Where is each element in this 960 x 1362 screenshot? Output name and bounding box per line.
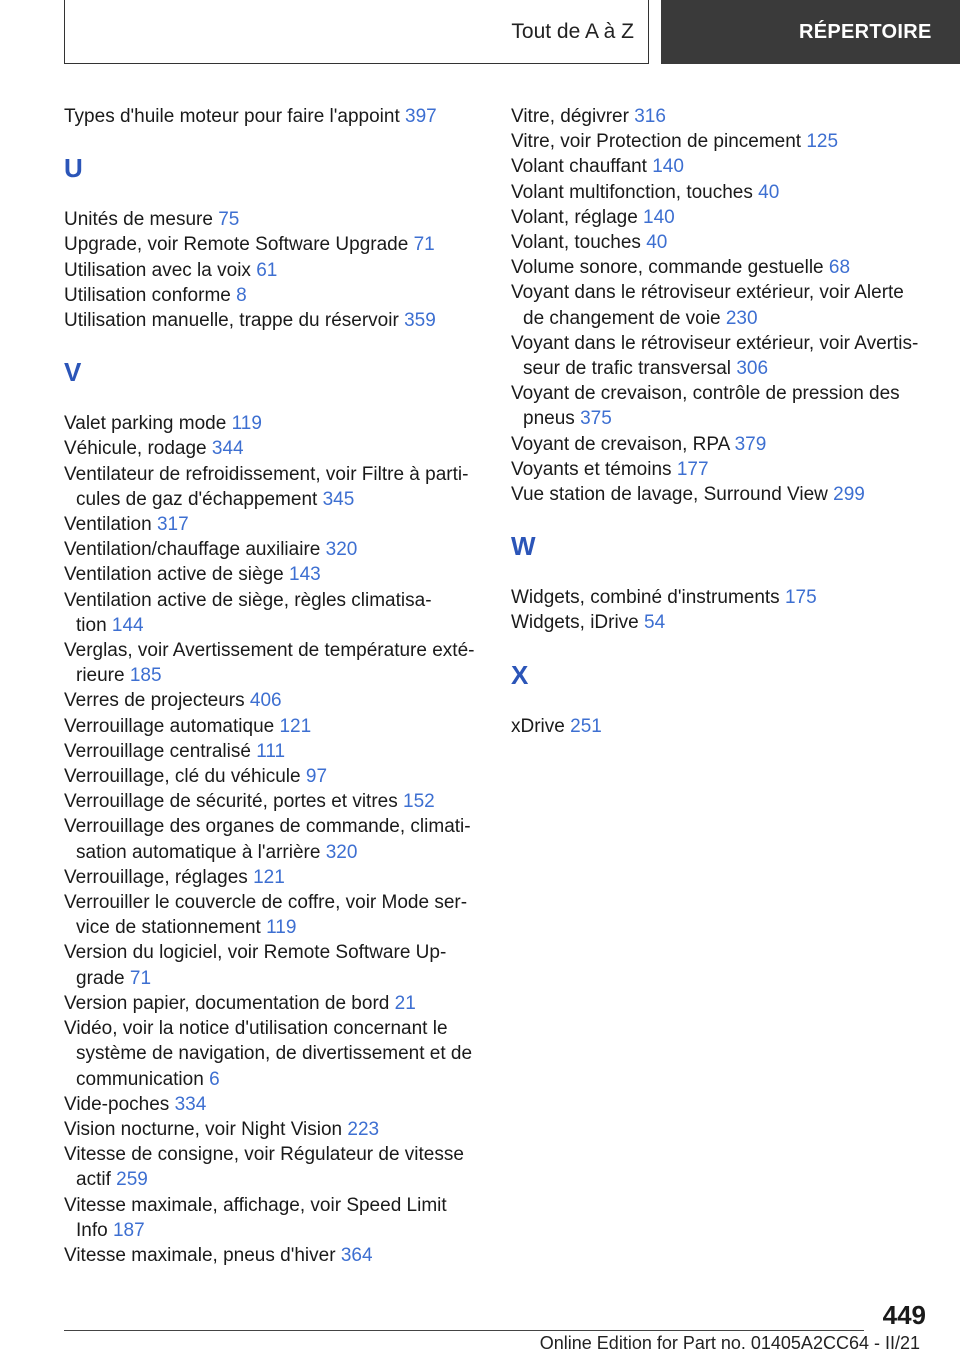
index-entry bbox=[511, 585, 931, 610]
index-entry-text: seur de trafic transversal bbox=[523, 358, 732, 380]
index-entry-text: Types d'huile moteur pour faire l'appoint bbox=[64, 106, 400, 127]
letter-heading-text: V bbox=[64, 357, 82, 388]
index-entry bbox=[64, 283, 484, 308]
index-entry-text: Vitesse de consigne, voir Régulateur de vitesse bbox=[64, 1144, 464, 1166]
page-reference-link[interactable]: 97 bbox=[305, 766, 328, 788]
index-entry-text: Verrouillage, clé du véhicule bbox=[64, 766, 301, 788]
index-entry-text: Vitre, dégivrer bbox=[511, 106, 629, 127]
section-title: RÉPERTOIRE bbox=[799, 20, 932, 43]
page-reference-link[interactable]: 320 bbox=[325, 539, 358, 561]
index-entry-text: Valet parking mode bbox=[64, 413, 227, 435]
index-entry bbox=[64, 638, 484, 688]
page-reference-link[interactable]: 177 bbox=[676, 458, 709, 480]
index-letter-heading bbox=[511, 636, 931, 714]
index-entry bbox=[511, 482, 931, 507]
page-reference-link[interactable]: 345 bbox=[322, 488, 355, 510]
index-entry-text: Véhicule, rodage bbox=[64, 438, 207, 460]
index-entry bbox=[511, 457, 931, 482]
index-entry bbox=[511, 714, 931, 739]
page-reference-link[interactable]: 21 bbox=[394, 992, 416, 1014]
page-reference-link[interactable]: 230 bbox=[725, 307, 758, 329]
page-reference-link[interactable]: 185 bbox=[129, 665, 162, 687]
index-entry-text: Voyant de crevaison, contrôle de pression des bbox=[511, 383, 900, 405]
page-reference-link[interactable]: 397 bbox=[405, 106, 437, 127]
index-entry bbox=[64, 462, 484, 512]
page-reference-link[interactable]: 364 bbox=[340, 1244, 373, 1266]
index-entry bbox=[64, 258, 484, 283]
index-entry bbox=[64, 991, 484, 1016]
index-entry-text: Version papier, documentation de bord bbox=[64, 992, 390, 1014]
index-entry bbox=[64, 588, 484, 638]
index-entry bbox=[511, 230, 931, 255]
page-reference-link[interactable]: 68 bbox=[828, 257, 851, 279]
page-reference-link[interactable]: 152 bbox=[403, 791, 435, 813]
index-entry bbox=[64, 1243, 484, 1268]
index-entry-text: Verglas, voir Avertissement de température exté- bbox=[64, 640, 475, 662]
index-entry bbox=[64, 714, 484, 739]
index-letter-heading bbox=[64, 129, 484, 207]
index-entry-text: Widgets, combiné d'instruments bbox=[511, 587, 780, 609]
page-reference-link[interactable]: 187 bbox=[112, 1219, 145, 1241]
page-reference-link[interactable]: 406 bbox=[249, 690, 282, 712]
index-letter-heading bbox=[64, 333, 484, 411]
page-reference-link[interactable]: 320 bbox=[325, 841, 358, 863]
index-entry-text: communication bbox=[76, 1068, 204, 1090]
index-entry-text: Unités de mesure bbox=[64, 209, 213, 231]
index-entry bbox=[64, 1016, 484, 1092]
page-reference-link[interactable]: 334 bbox=[174, 1093, 207, 1115]
footer-divider bbox=[64, 1330, 864, 1331]
page-reference-link[interactable]: 375 bbox=[580, 408, 612, 430]
index-entry bbox=[64, 308, 484, 333]
index-entry-text: Vide-poches bbox=[64, 1093, 170, 1115]
page-reference-link[interactable]: 259 bbox=[116, 1169, 148, 1191]
index-entry bbox=[511, 180, 931, 205]
index-entry-text: Verrouiller le couvercle de coffre, voir Mode ser- bbox=[64, 892, 468, 914]
index-entry-text: Widgets, iDrive bbox=[511, 612, 639, 634]
page-reference-link[interactable]: 299 bbox=[833, 484, 865, 506]
index-entry bbox=[511, 331, 931, 381]
index-entry bbox=[511, 154, 931, 179]
index-entry-text: Ventilation bbox=[64, 514, 152, 536]
index-letter-heading bbox=[511, 507, 931, 585]
index-entry bbox=[511, 104, 931, 129]
index-entry-text: Verrouillage automatique bbox=[64, 715, 275, 737]
page-reference-link[interactable]: 317 bbox=[156, 514, 189, 536]
index-entry-text: Volant, touches bbox=[511, 232, 641, 254]
page-reference-link[interactable]: 40 bbox=[758, 181, 780, 203]
index-entry-text: Voyant dans le rétroviseur extérieur, voir Avertis- bbox=[511, 332, 919, 354]
index-entry-text: Vitesse maximale, affichage, voir Speed Limit bbox=[64, 1194, 447, 1216]
index-entry bbox=[64, 436, 484, 461]
page-reference-link[interactable]: 140 bbox=[652, 156, 684, 178]
index-column-left bbox=[64, 104, 484, 1268]
index-entry-text: Vitre, voir Protection de pincement bbox=[511, 131, 802, 153]
index-entry bbox=[511, 255, 931, 280]
page-number: 449 bbox=[882, 1300, 926, 1330]
index-entry-text: sation automatique à l'arrière bbox=[76, 841, 321, 863]
index-entry-text: Voyant dans le rétroviseur extérieur, voir Alerte bbox=[511, 282, 904, 304]
index-entry bbox=[511, 205, 931, 230]
index-entry-text: système de navigation, de divertissement et de bbox=[76, 1043, 473, 1065]
index-entry-text: de changement de voie bbox=[523, 307, 721, 329]
index-entry-text: Voyants et témoins bbox=[511, 458, 672, 480]
index-entry-text: Version du logiciel, voir Remote Software Up- bbox=[64, 942, 447, 964]
index-entry bbox=[64, 232, 484, 257]
index-entry bbox=[64, 512, 484, 537]
index-entry bbox=[64, 562, 484, 587]
letter-heading-text: X bbox=[511, 659, 529, 690]
index-entry-text: Volant, réglage bbox=[511, 206, 638, 228]
index-entry bbox=[64, 1117, 484, 1142]
footer-edition: Online Edition for Part no. 01405A2CC64 - II/21 bbox=[539, 1333, 920, 1353]
index-entry bbox=[511, 610, 931, 635]
page-reference-link[interactable]: 71 bbox=[129, 967, 152, 989]
page-reference-link[interactable]: 119 bbox=[266, 917, 297, 939]
index-entry bbox=[64, 789, 484, 814]
index-entry bbox=[64, 1092, 484, 1117]
index-entry-text: Verrouillage centralisé bbox=[64, 740, 251, 762]
letter-heading-text: U bbox=[64, 153, 83, 184]
index-entry-text: Ventilation active de siège bbox=[64, 564, 284, 586]
page-reference-link[interactable]: 6 bbox=[209, 1068, 220, 1090]
index-entry-text: Verrouillage, réglages bbox=[64, 866, 248, 888]
page-reference-link[interactable]: 121 bbox=[253, 866, 285, 888]
index-entry bbox=[511, 381, 931, 431]
index-entry bbox=[64, 1142, 484, 1192]
index-entry-text: grade bbox=[76, 967, 125, 989]
index-entry-text: Verrouillage de sécurité, portes et vitres bbox=[64, 791, 398, 813]
index-entry-text: Volume sonore, commande gestuelle bbox=[511, 257, 824, 279]
index-entry-text: Voyant de crevaison, RPA bbox=[511, 433, 730, 455]
page-reference-link[interactable]: 8 bbox=[236, 284, 247, 306]
page-reference-link[interactable]: 144 bbox=[111, 614, 144, 636]
index-entry-text: vice de stationnement bbox=[76, 917, 261, 939]
index-entry bbox=[64, 739, 484, 764]
index-entry-text: Utilisation conforme bbox=[64, 284, 231, 306]
index-entry bbox=[64, 1193, 484, 1243]
page-reference-link[interactable]: 359 bbox=[404, 310, 436, 332]
index-entry-text: Ventilateur de refroidissement, voir Filtre à parti- bbox=[64, 463, 469, 485]
page-reference-link[interactable]: 40 bbox=[646, 232, 668, 254]
index-entry-text: Vision nocturne, voir Night Vision bbox=[64, 1118, 343, 1140]
index-entry-text: pneus bbox=[523, 408, 575, 430]
index-entry-text: Info bbox=[76, 1219, 108, 1241]
index-entry-text: xDrive bbox=[511, 715, 565, 737]
index-entry bbox=[64, 104, 484, 129]
index-entry bbox=[64, 537, 484, 562]
page-reference-link[interactable]: 121 bbox=[279, 715, 312, 737]
letter-heading-text: W bbox=[511, 531, 536, 562]
index-entry-text: Ventilation/chauffage auxiliaire bbox=[64, 539, 321, 561]
page-reference-link[interactable]: 306 bbox=[736, 358, 769, 380]
index-entry-text: rieure bbox=[76, 665, 125, 687]
index-entry bbox=[511, 432, 931, 457]
page-reference-link[interactable]: 71 bbox=[413, 234, 435, 256]
page-reference-link[interactable]: 119 bbox=[231, 413, 262, 435]
chapter-tab bbox=[64, 0, 649, 64]
index-entry-text: Vitesse maximale, pneus d'hiver bbox=[64, 1244, 336, 1266]
index-entry bbox=[64, 890, 484, 940]
page-reference-link[interactable]: 54 bbox=[644, 612, 666, 634]
index-entry bbox=[511, 129, 931, 154]
index-entry bbox=[64, 865, 484, 890]
index-column-right bbox=[511, 104, 931, 739]
index-entry-text: Vidéo, voir la notice d'utilisation concernant le bbox=[64, 1018, 448, 1040]
index-entry bbox=[64, 411, 484, 436]
section-tab bbox=[661, 0, 960, 64]
index-entry bbox=[64, 764, 484, 789]
index-entry-text: Volant chauffant bbox=[511, 156, 647, 178]
index-entry-text: Ventilation active de siège, règles climatisa- bbox=[64, 589, 432, 611]
index-entry-text: Vue station de lavage, Surround View bbox=[511, 484, 828, 506]
index-entry-text: Verres de projecteurs bbox=[64, 690, 245, 712]
chapter-title: Tout de A à Z bbox=[511, 19, 634, 43]
page-reference-link[interactable]: 125 bbox=[806, 131, 839, 153]
index-entry bbox=[64, 207, 484, 232]
index-entry bbox=[64, 688, 484, 713]
index-entry-text: Utilisation manuelle, trappe du réservoir bbox=[64, 310, 399, 332]
index-entry bbox=[64, 814, 484, 864]
index-entry-text: Volant multifonction, touches bbox=[511, 181, 753, 203]
index-entry-text: cules de gaz d'échappement bbox=[76, 488, 318, 510]
page-reference-link[interactable]: 344 bbox=[211, 438, 244, 460]
index-entry bbox=[511, 280, 931, 330]
page-reference-link[interactable]: 175 bbox=[784, 587, 817, 609]
page-reference-link[interactable]: 140 bbox=[643, 206, 675, 228]
page-reference-link[interactable]: 61 bbox=[256, 259, 278, 281]
page-reference-link[interactable]: 379 bbox=[734, 433, 767, 455]
page-reference-link[interactable]: 111 bbox=[256, 740, 286, 762]
page-reference-link[interactable]: 316 bbox=[634, 106, 666, 127]
index-entry-text: actif bbox=[76, 1169, 111, 1191]
page-reference-link[interactable]: 251 bbox=[570, 715, 602, 737]
page-reference-link[interactable]: 223 bbox=[347, 1118, 380, 1140]
index-entry-text: tion bbox=[76, 614, 107, 636]
index-entry-text: Verrouillage des organes de commande, climati- bbox=[64, 816, 471, 838]
index-entry-text: Upgrade, voir Remote Software Upgrade bbox=[64, 234, 409, 256]
index-entry bbox=[64, 940, 484, 990]
index-entry-text: Utilisation avec la voix bbox=[64, 259, 251, 281]
page-reference-link[interactable]: 143 bbox=[289, 564, 321, 586]
page-reference-link[interactable]: 75 bbox=[218, 209, 240, 231]
